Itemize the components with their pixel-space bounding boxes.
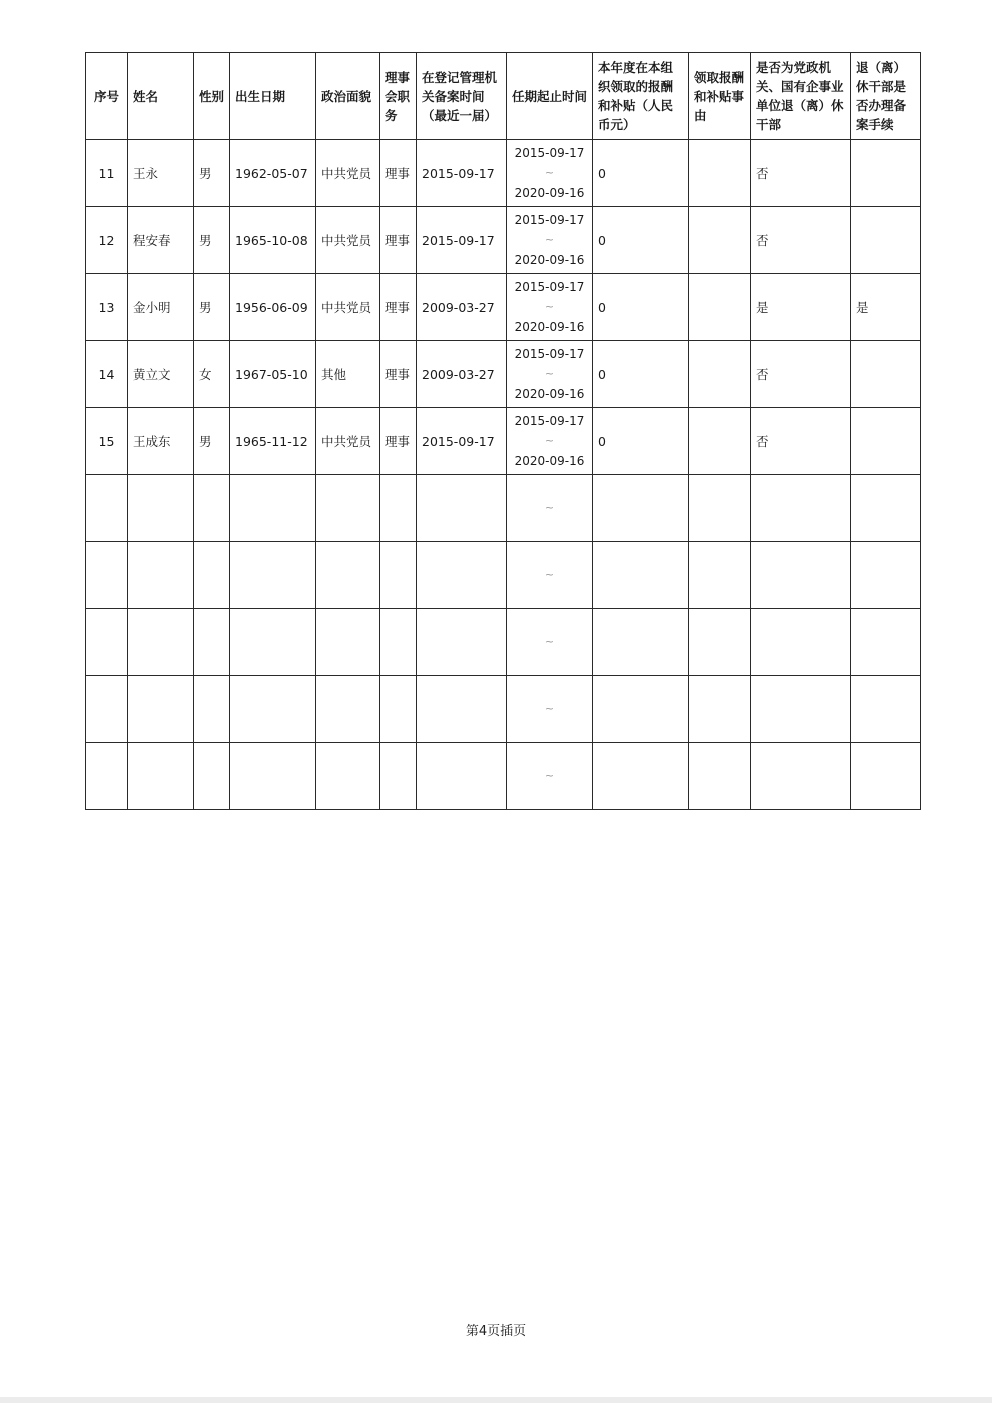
cell-seq: 14 — [86, 341, 128, 408]
cell-birth-date — [230, 609, 316, 676]
cell-retired-filed — [851, 609, 921, 676]
cell-remuneration — [593, 475, 689, 542]
cell-birth-date: 1965-10-08 — [230, 207, 316, 274]
cell-seq: 15 — [86, 408, 128, 475]
cell-retired-cadre — [751, 475, 851, 542]
term-start: 2015-09-17 — [514, 213, 585, 227]
cell-remuneration: 0 — [593, 207, 689, 274]
cell-retired-filed — [851, 341, 921, 408]
term-separator: ~ — [544, 635, 555, 648]
cell-council-position: 理事 — [380, 140, 417, 207]
cell-seq — [86, 475, 128, 542]
cell-remuneration-reason — [689, 140, 751, 207]
header-remuneration: 本年度在本组织领取的报酬和补贴（人民币元） — [593, 53, 689, 140]
table-row — [86, 207, 921, 274]
header-term-period: 任期起止时间 — [507, 53, 593, 140]
cell-remuneration — [593, 542, 689, 609]
cell-seq — [86, 609, 128, 676]
cell-term-period — [507, 408, 593, 475]
cell-record-time — [417, 609, 507, 676]
term-end: 2020-09-16 — [514, 387, 585, 401]
page-footer-label: 第4页插页 — [465, 1324, 527, 1339]
term-start: 2015-09-17 — [514, 347, 585, 361]
cell-council-position — [380, 475, 417, 542]
header-retired-cadre: 是否为党政机关、国有企事业单位退（离）休干部 — [751, 53, 851, 140]
cell-seq: 13 — [86, 274, 128, 341]
term-separator: ~ — [544, 769, 555, 782]
cell-gender: 男 — [194, 207, 230, 274]
header-remuneration-reason: 领取报酬和补贴事由 — [689, 53, 751, 140]
table-row — [86, 743, 921, 810]
table-row — [86, 475, 921, 542]
cell-council-position — [380, 542, 417, 609]
term-separator: ~ — [544, 367, 555, 380]
cell-name: 王成东 — [128, 408, 194, 475]
cell-term-period — [507, 676, 593, 743]
scan-page-edge — [0, 1397, 992, 1403]
header-council-position: 理事会职务 — [380, 53, 417, 140]
cell-remuneration: 0 — [593, 408, 689, 475]
term-separator: ~ — [544, 166, 555, 179]
cell-gender: 男 — [194, 140, 230, 207]
cell-record-time: 2015-09-17 — [417, 207, 507, 274]
cell-name — [128, 609, 194, 676]
term-end: 2020-09-16 — [514, 253, 585, 267]
cell-record-time: 2015-09-17 — [417, 408, 507, 475]
table-row — [86, 408, 921, 475]
cell-retired-cadre: 否 — [751, 408, 851, 475]
cell-term-period — [507, 274, 593, 341]
cell-name — [128, 676, 194, 743]
cell-council-position: 理事 — [380, 274, 417, 341]
term-end: 2020-09-16 — [514, 454, 585, 468]
cell-record-time: 2015-09-17 — [417, 140, 507, 207]
term-separator: ~ — [544, 233, 555, 246]
table-row — [86, 140, 921, 207]
cell-birth-date: 1967-05-10 — [230, 341, 316, 408]
cell-birth-date — [230, 542, 316, 609]
cell-remuneration-reason — [689, 475, 751, 542]
cell-political-status — [316, 609, 380, 676]
cell-name — [128, 475, 194, 542]
cell-record-time — [417, 475, 507, 542]
table-row — [86, 542, 921, 609]
cell-gender: 女 — [194, 341, 230, 408]
cell-gender: 男 — [194, 274, 230, 341]
cell-name — [128, 542, 194, 609]
cell-political-status — [316, 475, 380, 542]
cell-remuneration: 0 — [593, 140, 689, 207]
header-political-status: 政治面貌 — [316, 53, 380, 140]
cell-council-position — [380, 676, 417, 743]
term-separator: ~ — [544, 702, 555, 715]
cell-political-status: 中共党员 — [316, 274, 380, 341]
cell-remuneration-reason — [689, 207, 751, 274]
cell-retired-cadre: 是 — [751, 274, 851, 341]
cell-record-time — [417, 542, 507, 609]
cell-seq: 12 — [86, 207, 128, 274]
cell-retired-cadre — [751, 743, 851, 810]
term-separator: ~ — [544, 501, 555, 514]
cell-political-status: 中共党员 — [316, 207, 380, 274]
cell-gender — [194, 475, 230, 542]
term-end: 2020-09-16 — [514, 186, 585, 200]
header-row — [86, 53, 921, 140]
cell-record-time: 2009-03-27 — [417, 274, 507, 341]
header-name: 姓名 — [128, 53, 194, 140]
cell-retired-filed — [851, 140, 921, 207]
cell-political-status — [316, 542, 380, 609]
council-members-table — [85, 52, 921, 810]
term-separator: ~ — [544, 434, 555, 447]
cell-political-status — [316, 743, 380, 810]
cell-retired-filed — [851, 743, 921, 810]
term-separator: ~ — [544, 300, 555, 313]
cell-political-status — [316, 676, 380, 743]
header-gender: 性别 — [194, 53, 230, 140]
cell-gender — [194, 542, 230, 609]
cell-remuneration: 0 — [593, 341, 689, 408]
cell-council-position — [380, 609, 417, 676]
cell-name: 王永 — [128, 140, 194, 207]
table-row — [86, 676, 921, 743]
cell-seq — [86, 676, 128, 743]
cell-remuneration — [593, 743, 689, 810]
cell-remuneration-reason — [689, 408, 751, 475]
cell-retired-filed — [851, 676, 921, 743]
cell-retired-filed — [851, 408, 921, 475]
cell-council-position — [380, 743, 417, 810]
cell-birth-date — [230, 676, 316, 743]
cell-name: 金小明 — [128, 274, 194, 341]
cell-gender — [194, 743, 230, 810]
header-birth-date: 出生日期 — [230, 53, 316, 140]
cell-council-position: 理事 — [380, 207, 417, 274]
table-row — [86, 274, 921, 341]
cell-seq — [86, 542, 128, 609]
cell-retired-filed: 是 — [851, 274, 921, 341]
term-end: 2020-09-16 — [514, 320, 585, 334]
header-record-time: 在登记管理机关备案时间（最近一届） — [417, 53, 507, 140]
cell-gender — [194, 676, 230, 743]
cell-remuneration-reason — [689, 743, 751, 810]
cell-name — [128, 743, 194, 810]
cell-political-status: 中共党员 — [316, 140, 380, 207]
cell-term-period — [507, 207, 593, 274]
cell-remuneration — [593, 676, 689, 743]
header-seq: 序号 — [86, 53, 128, 140]
cell-name: 黄立文 — [128, 341, 194, 408]
cell-term-period — [507, 743, 593, 810]
cell-birth-date: 1956-06-09 — [230, 274, 316, 341]
cell-remuneration-reason — [689, 341, 751, 408]
cell-political-status: 其他 — [316, 341, 380, 408]
cell-council-position: 理事 — [380, 341, 417, 408]
cell-retired-cadre — [751, 609, 851, 676]
cell-name: 程安春 — [128, 207, 194, 274]
cell-gender — [194, 609, 230, 676]
cell-record-time — [417, 676, 507, 743]
table-row — [86, 341, 921, 408]
cell-birth-date: 1965-11-12 — [230, 408, 316, 475]
cell-record-time — [417, 743, 507, 810]
cell-term-period — [507, 341, 593, 408]
header-retired-filed: 退（离）休干部是否办理备案手续 — [851, 53, 921, 140]
cell-remuneration-reason — [689, 609, 751, 676]
term-start: 2015-09-17 — [514, 280, 585, 294]
cell-retired-filed — [851, 207, 921, 274]
cell-retired-filed — [851, 475, 921, 542]
cell-remuneration — [593, 609, 689, 676]
cell-birth-date: 1962-05-07 — [230, 140, 316, 207]
term-separator: ~ — [544, 568, 555, 581]
table-row — [86, 609, 921, 676]
cell-retired-cadre: 否 — [751, 207, 851, 274]
cell-retired-cadre — [751, 542, 851, 609]
cell-birth-date — [230, 743, 316, 810]
cell-retired-cadre — [751, 676, 851, 743]
cell-gender: 男 — [194, 408, 230, 475]
cell-birth-date — [230, 475, 316, 542]
cell-remuneration: 0 — [593, 274, 689, 341]
cell-term-period — [507, 475, 593, 542]
cell-political-status: 中共党员 — [316, 408, 380, 475]
cell-remuneration-reason — [689, 274, 751, 341]
cell-remuneration-reason — [689, 542, 751, 609]
term-start: 2015-09-17 — [514, 146, 585, 160]
cell-term-period — [507, 542, 593, 609]
cell-seq — [86, 743, 128, 810]
cell-retired-cadre: 否 — [751, 341, 851, 408]
cell-remuneration-reason — [689, 676, 751, 743]
cell-record-time: 2009-03-27 — [417, 341, 507, 408]
cell-term-period — [507, 609, 593, 676]
term-start: 2015-09-17 — [514, 414, 585, 428]
cell-seq: 11 — [86, 140, 128, 207]
cell-council-position: 理事 — [380, 408, 417, 475]
cell-term-period — [507, 140, 593, 207]
cell-retired-filed — [851, 542, 921, 609]
cell-retired-cadre: 否 — [751, 140, 851, 207]
